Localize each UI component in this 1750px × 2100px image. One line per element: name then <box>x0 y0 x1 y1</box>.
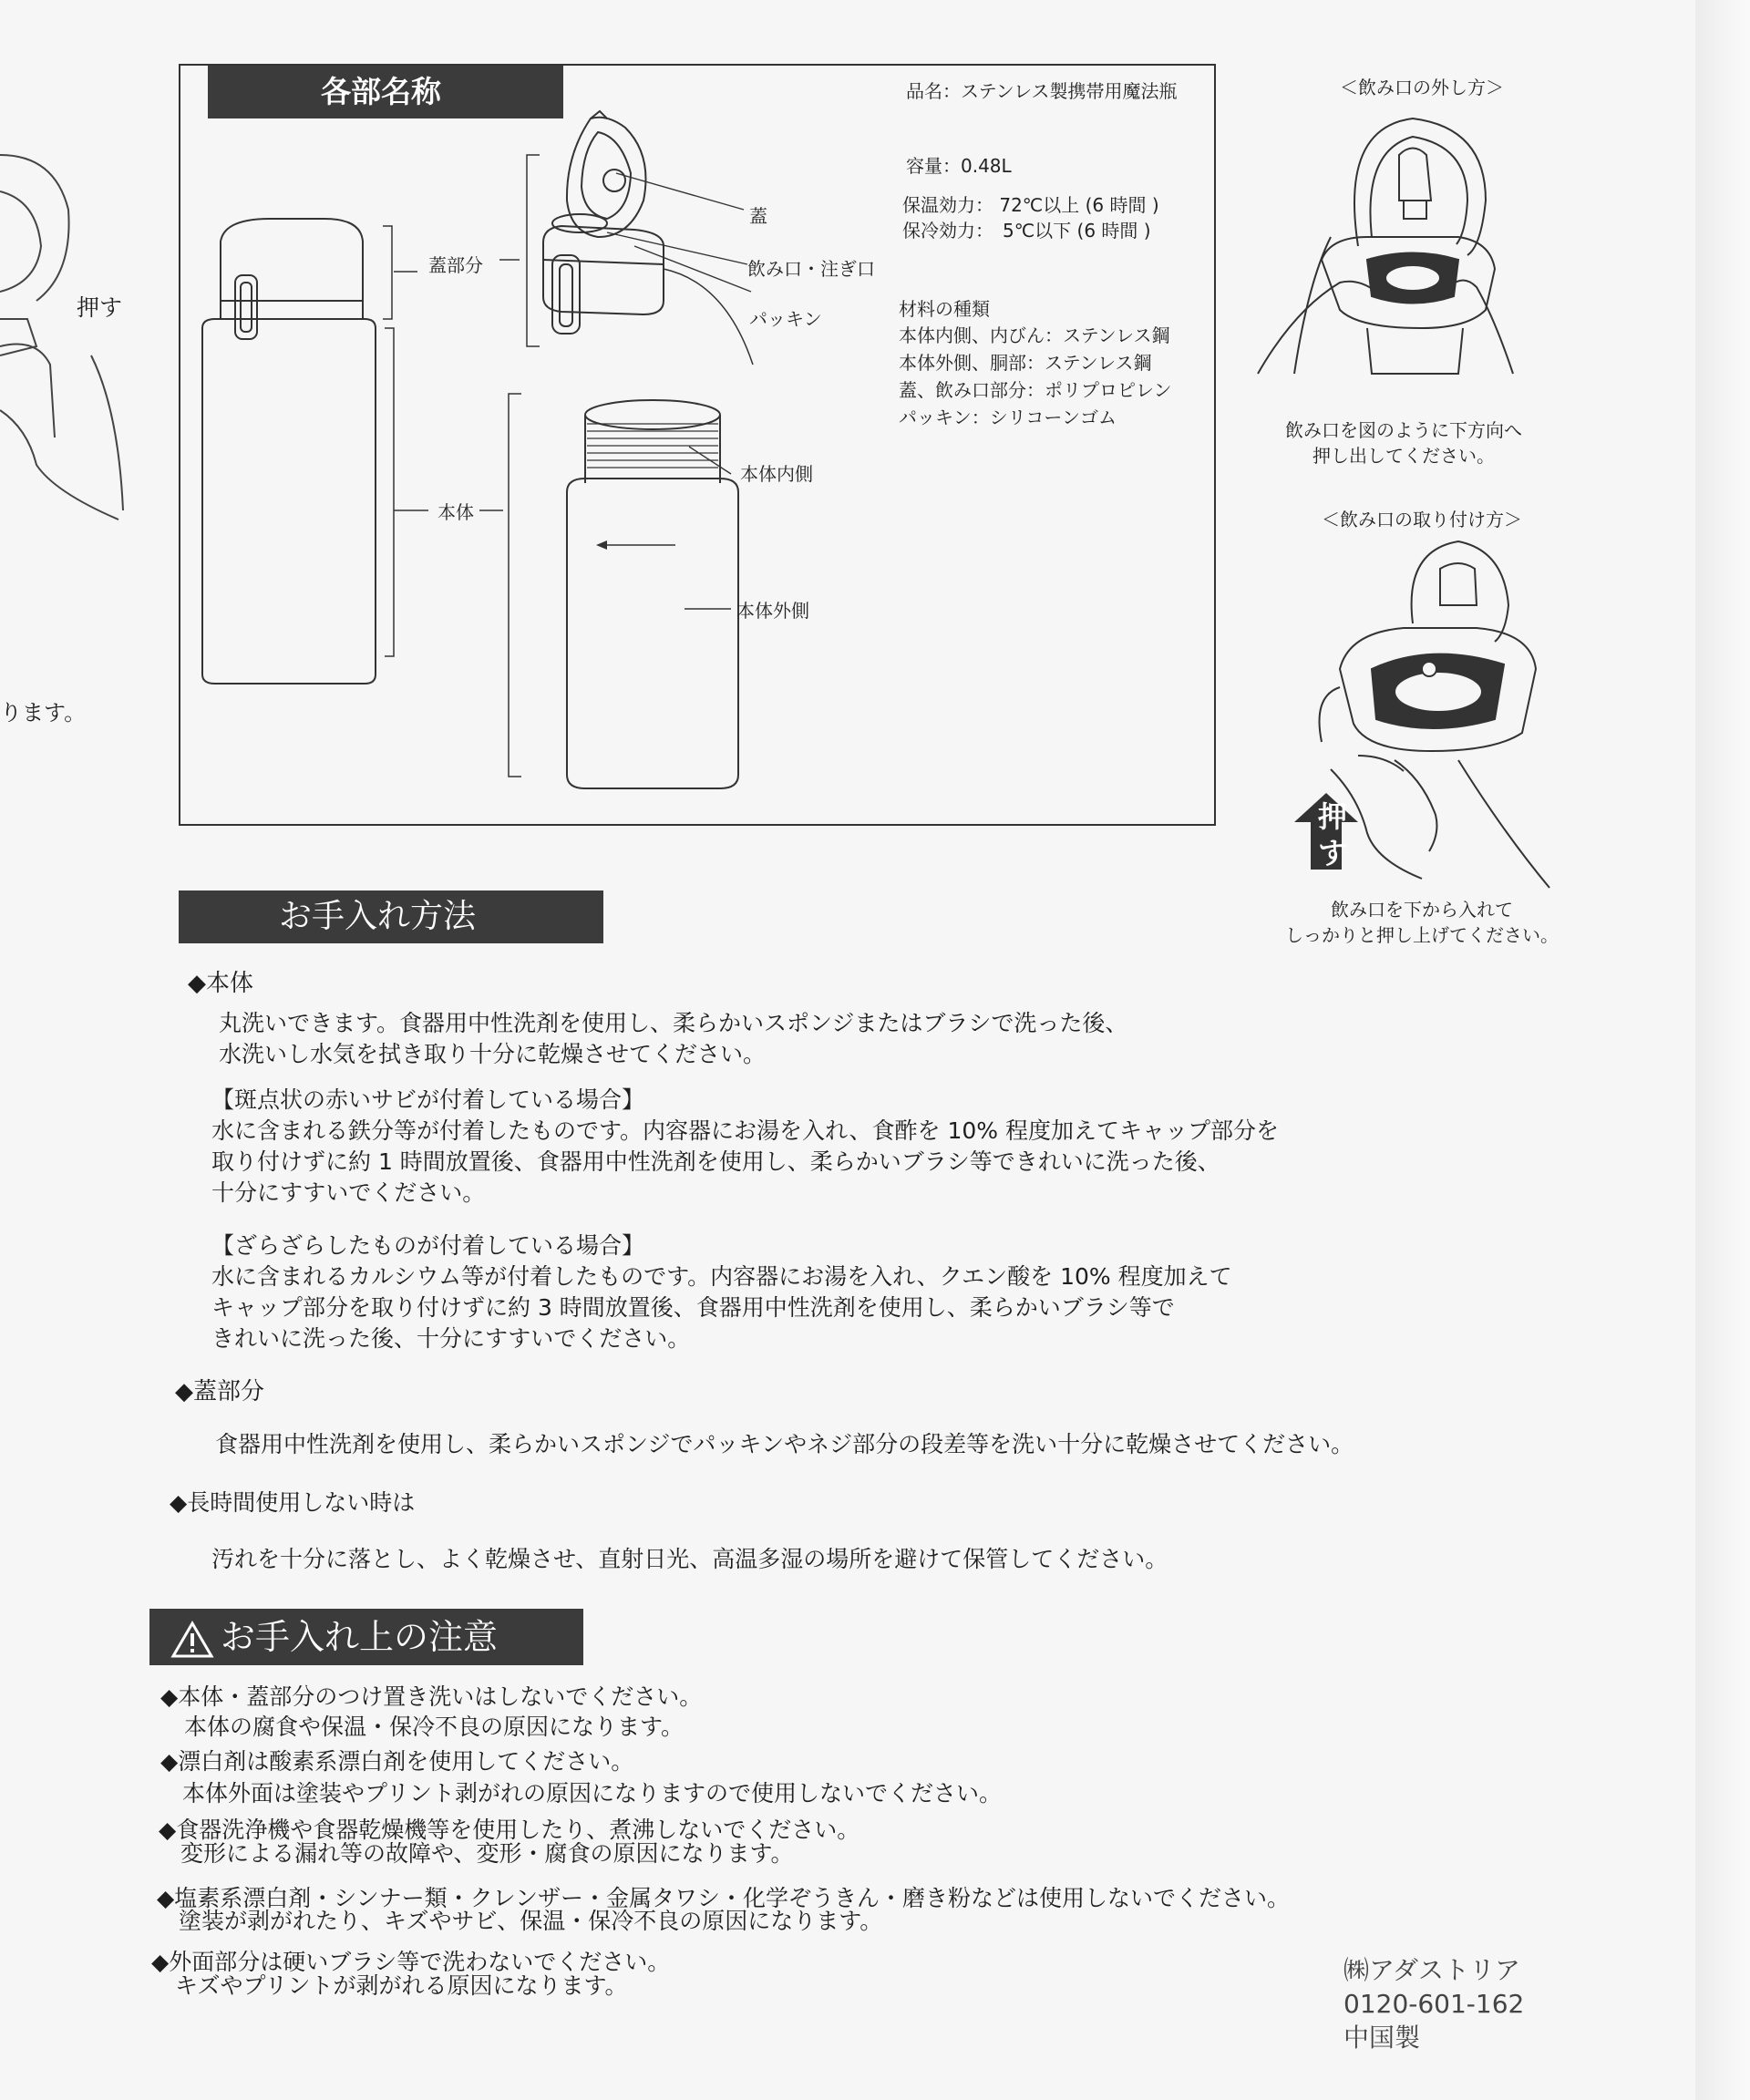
rust-line-3: 十分にすすいでください。 <box>211 1179 486 1206</box>
label-body-inner: 本体内側 <box>740 463 813 485</box>
rough-heading: 【ざらざらしたものが付着している場合】 <box>211 1232 645 1259</box>
rough-line-3: きれいに洗った後、十分にすすいでください。 <box>211 1325 691 1352</box>
rust-heading: 【斑点状の赤いサビが付着している場合】 <box>211 1086 645 1113</box>
caution-item-2-main: ◆漂白剤は酸素系漂白剤を使用してください。 <box>160 1748 634 1775</box>
removal-title: ＜飲み口の外し方＞ <box>1340 77 1504 98</box>
rough-line-2: キャップ部分を取り付けずに約 3 時間放置後、食器用中性洗剤を使用し、柔らかいブラシ等で <box>211 1294 1175 1321</box>
caution-item-1-sub: 本体の腐食や保温・保冷不良の原因になります。 <box>184 1714 685 1740</box>
spec-material-2: 本体外側、胴部：ステンレス鋼 <box>899 352 1152 374</box>
caution-item-1-main: ◆本体・蓋部分のつけ置き洗いはしないでください。 <box>160 1683 703 1710</box>
left-text-tail: ります。 <box>0 700 87 726</box>
label-spout: 飲み口・注ぎ口 <box>747 258 875 280</box>
spec-material-4: パッキン：シリコーンゴム <box>899 407 1117 428</box>
spec-materials-title: 材料の種類 <box>899 298 990 320</box>
spec-material-3: 蓋、飲み口部分：ポリプロピレン <box>899 379 1172 401</box>
caution-item-4-main: ◆塩素系漂白剤・シンナー類・クレンザー・金属タワシ・化学ぞうきん・磨き粉などは使用しないでください。 <box>157 1885 1290 1911</box>
bottle-diagram <box>179 64 689 826</box>
caution-title-band <box>149 1609 583 1665</box>
spec-capacity: 容量：0.48L <box>906 155 1012 177</box>
care-storage-heading: ◆長時間使用しない時は <box>170 1489 416 1516</box>
company-name: ㈱アダストリア <box>1343 1955 1521 1985</box>
company-origin: 中国製 <box>1343 2023 1421 2053</box>
page-edge <box>1695 0 1750 2100</box>
assembled-bottle <box>202 219 376 684</box>
care-body-heading: ◆本体 <box>188 970 253 997</box>
spec-heat-retention: 保温効力： 72℃以上 (6 時間 ) <box>902 194 1159 216</box>
care-title: お手入れ方法 <box>179 890 603 943</box>
removal-caption-2: 押し出してください。 <box>1312 445 1495 467</box>
spec-cold-retention: 保冷効力： 5℃以下 (6 時間 ) <box>902 220 1151 242</box>
label-lid-part: 蓋部分 <box>428 254 483 276</box>
left-push-label: 押す <box>77 294 123 321</box>
caution-item-4-sub: 塗装が剥がれたり、キズやサビ、保温・保冷不良の原因になります。 <box>179 1908 883 1934</box>
care-lid-text: 食器用中性洗剤を使用し、柔らかいスポンジでパッキンやネジ部分の段差等を洗い十分に乾燥させてください。 <box>215 1431 1354 1457</box>
warning-icon <box>171 1621 213 1659</box>
label-body-outer: 本体外側 <box>736 600 809 622</box>
spec-product-name: 品名：ステンレス製携帯用魔法瓶 <box>906 80 1178 102</box>
removal-caption-1: 飲み口を図のように下方向へ <box>1285 419 1522 441</box>
parts-title: 各部名称 <box>208 66 563 118</box>
removal-illustration <box>1240 100 1568 392</box>
attach-title: ＜飲み口の取り付け方＞ <box>1322 509 1522 530</box>
left-fragment-illustration <box>0 137 137 520</box>
spec-material-1: 本体内側、内びん：ステンレス鋼 <box>899 324 1170 346</box>
care-body-line-1: 丸洗いできます。食器用中性洗剤を使用し、柔らかいスポンジまたはブラシで洗った後、 <box>219 1010 1128 1036</box>
caution-item-5-sub: キズやプリントが剥がれる原因になります。 <box>175 1972 628 1999</box>
attach-caption-1: 飲み口を下から入れて <box>1331 899 1513 921</box>
attach-caption-2: しっかりと押し上げてください。 <box>1285 924 1559 946</box>
caution-item-2-sub: 本体外面は塗装やプリント剥がれの原因になりますので使用しないでください。 <box>182 1780 1003 1807</box>
care-body-line-2: 水洗いし水気を拭き取り十分に乾燥させてください。 <box>219 1041 767 1067</box>
care-lid-heading: ◆蓋部分 <box>175 1378 264 1405</box>
caution-title: お手入れ上の注意 <box>221 1617 499 1657</box>
company-phone: 0120-601-162 <box>1343 1989 1525 2019</box>
caution-item-5-main: ◆外面部分は硬いブラシ等で洗わないでください。 <box>151 1949 671 1975</box>
rust-line-2: 取り付けずに約 1 時間放置後、食器用中性洗剤を使用し、柔らかいブラシ等できれいに洗った後、 <box>211 1148 1220 1175</box>
caution-item-3-main: ◆食器洗浄機や食器乾燥機等を使用したり、煮沸しないでください。 <box>159 1817 860 1843</box>
care-storage-text: 汚れを十分に落とし、よく乾燥させ、直射日光、高温多湿の場所を避けて保管してください。 <box>211 1546 1168 1572</box>
rough-line-1: 水に含まれるカルシウム等が付着したものです。内容器にお湯を入れ、クエン酸を 10% 程度加えて <box>211 1263 1232 1290</box>
caution-item-3-sub: 変形による漏れ等の故障や、変形・腐食の原因になります。 <box>180 1840 794 1867</box>
attach-push-label: 押す <box>1317 799 1347 870</box>
label-gasket: パッキン <box>749 308 822 330</box>
rust-line-1: 水に含まれる鉄分等が付着したものです。内容器にお湯を入れ、食酢を 10% 程度加えてキャップ部分を <box>211 1117 1279 1144</box>
label-body: 本体 <box>438 501 474 523</box>
label-lid: 蓋 <box>749 205 767 227</box>
